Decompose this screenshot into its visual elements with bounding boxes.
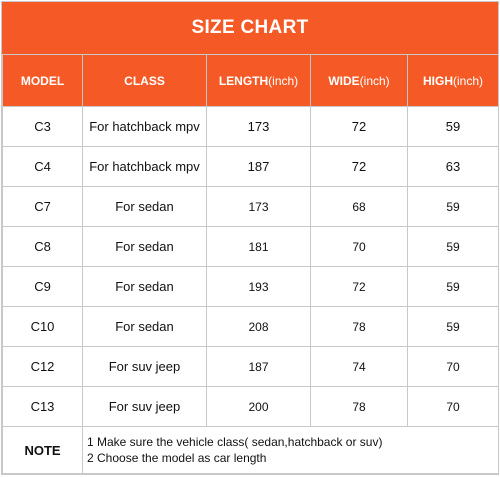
length-cell: 193	[207, 267, 311, 307]
class-cell: For sedan	[83, 227, 207, 267]
table-row	[3, 187, 499, 227]
header-model: MODEL	[3, 55, 83, 107]
header-wide-label: WIDE	[328, 73, 360, 88]
header-high	[408, 55, 499, 107]
size-chart	[1, 1, 499, 475]
model-cell: C4	[3, 147, 83, 187]
note-line: 2 Choose the model as car length	[87, 451, 267, 465]
length-cell: 187	[207, 147, 311, 187]
length-cell: 173	[207, 107, 311, 147]
class-cell: For hatchback mpv	[83, 107, 207, 147]
length-cell: 173	[207, 187, 311, 227]
table-row	[3, 267, 499, 307]
header-high-label: HIGH	[422, 73, 453, 88]
header-row	[3, 55, 499, 107]
model-cell: C10	[3, 307, 83, 347]
table-row	[3, 347, 499, 387]
class-cell: For suv jeep	[83, 347, 207, 387]
chart-title: SIZE CHART	[2, 2, 498, 54]
wide-cell: 68	[311, 187, 408, 227]
header-length-unit: (inch)	[268, 73, 299, 88]
high-cell: 59	[408, 107, 499, 147]
model-cell: C7	[3, 187, 83, 227]
model-cell: C13	[3, 387, 83, 427]
length-cell: 208	[207, 307, 311, 347]
model-cell: C9	[3, 267, 83, 307]
class-cell: For hatchback mpv	[83, 147, 207, 187]
class-cell: For sedan	[83, 187, 207, 227]
size-table	[2, 54, 499, 474]
table-row	[3, 387, 499, 427]
high-cell: 59	[408, 307, 499, 347]
header-class: CLASS	[83, 55, 207, 107]
table-row	[3, 307, 499, 347]
note-label: NOTE	[3, 427, 83, 474]
note-line: 1 Make sure the vehicle class( sedan,hatchback or suv)	[87, 435, 383, 449]
high-cell: 63	[408, 147, 499, 187]
wide-cell: 72	[311, 107, 408, 147]
wide-cell: 74	[311, 347, 408, 387]
class-cell: For sedan	[83, 267, 207, 307]
high-cell: 59	[408, 227, 499, 267]
table-row	[3, 147, 499, 187]
header-length-label: LENGTH	[218, 73, 269, 88]
class-cell: For suv jeep	[83, 387, 207, 427]
length-cell: 187	[207, 347, 311, 387]
length-cell: 200	[207, 387, 311, 427]
length-cell: 181	[207, 227, 311, 267]
high-cell: 59	[408, 267, 499, 307]
class-cell: For sedan	[83, 307, 207, 347]
high-cell: 70	[408, 347, 499, 387]
model-cell: C12	[3, 347, 83, 387]
header-wide	[311, 55, 408, 107]
header-length	[207, 55, 311, 107]
wide-cell: 78	[311, 387, 408, 427]
high-cell: 59	[408, 187, 499, 227]
wide-cell: 72	[311, 147, 408, 187]
table-row	[3, 227, 499, 267]
model-cell: C3	[3, 107, 83, 147]
note-row	[3, 427, 499, 474]
note-text	[83, 427, 499, 474]
wide-cell: 70	[311, 227, 408, 267]
header-wide-unit: (inch)	[359, 73, 390, 88]
model-cell: C8	[3, 227, 83, 267]
high-cell: 70	[408, 387, 499, 427]
wide-cell: 72	[311, 267, 408, 307]
header-high-unit: (inch)	[452, 73, 483, 88]
wide-cell: 78	[311, 307, 408, 347]
table-row	[3, 107, 499, 147]
